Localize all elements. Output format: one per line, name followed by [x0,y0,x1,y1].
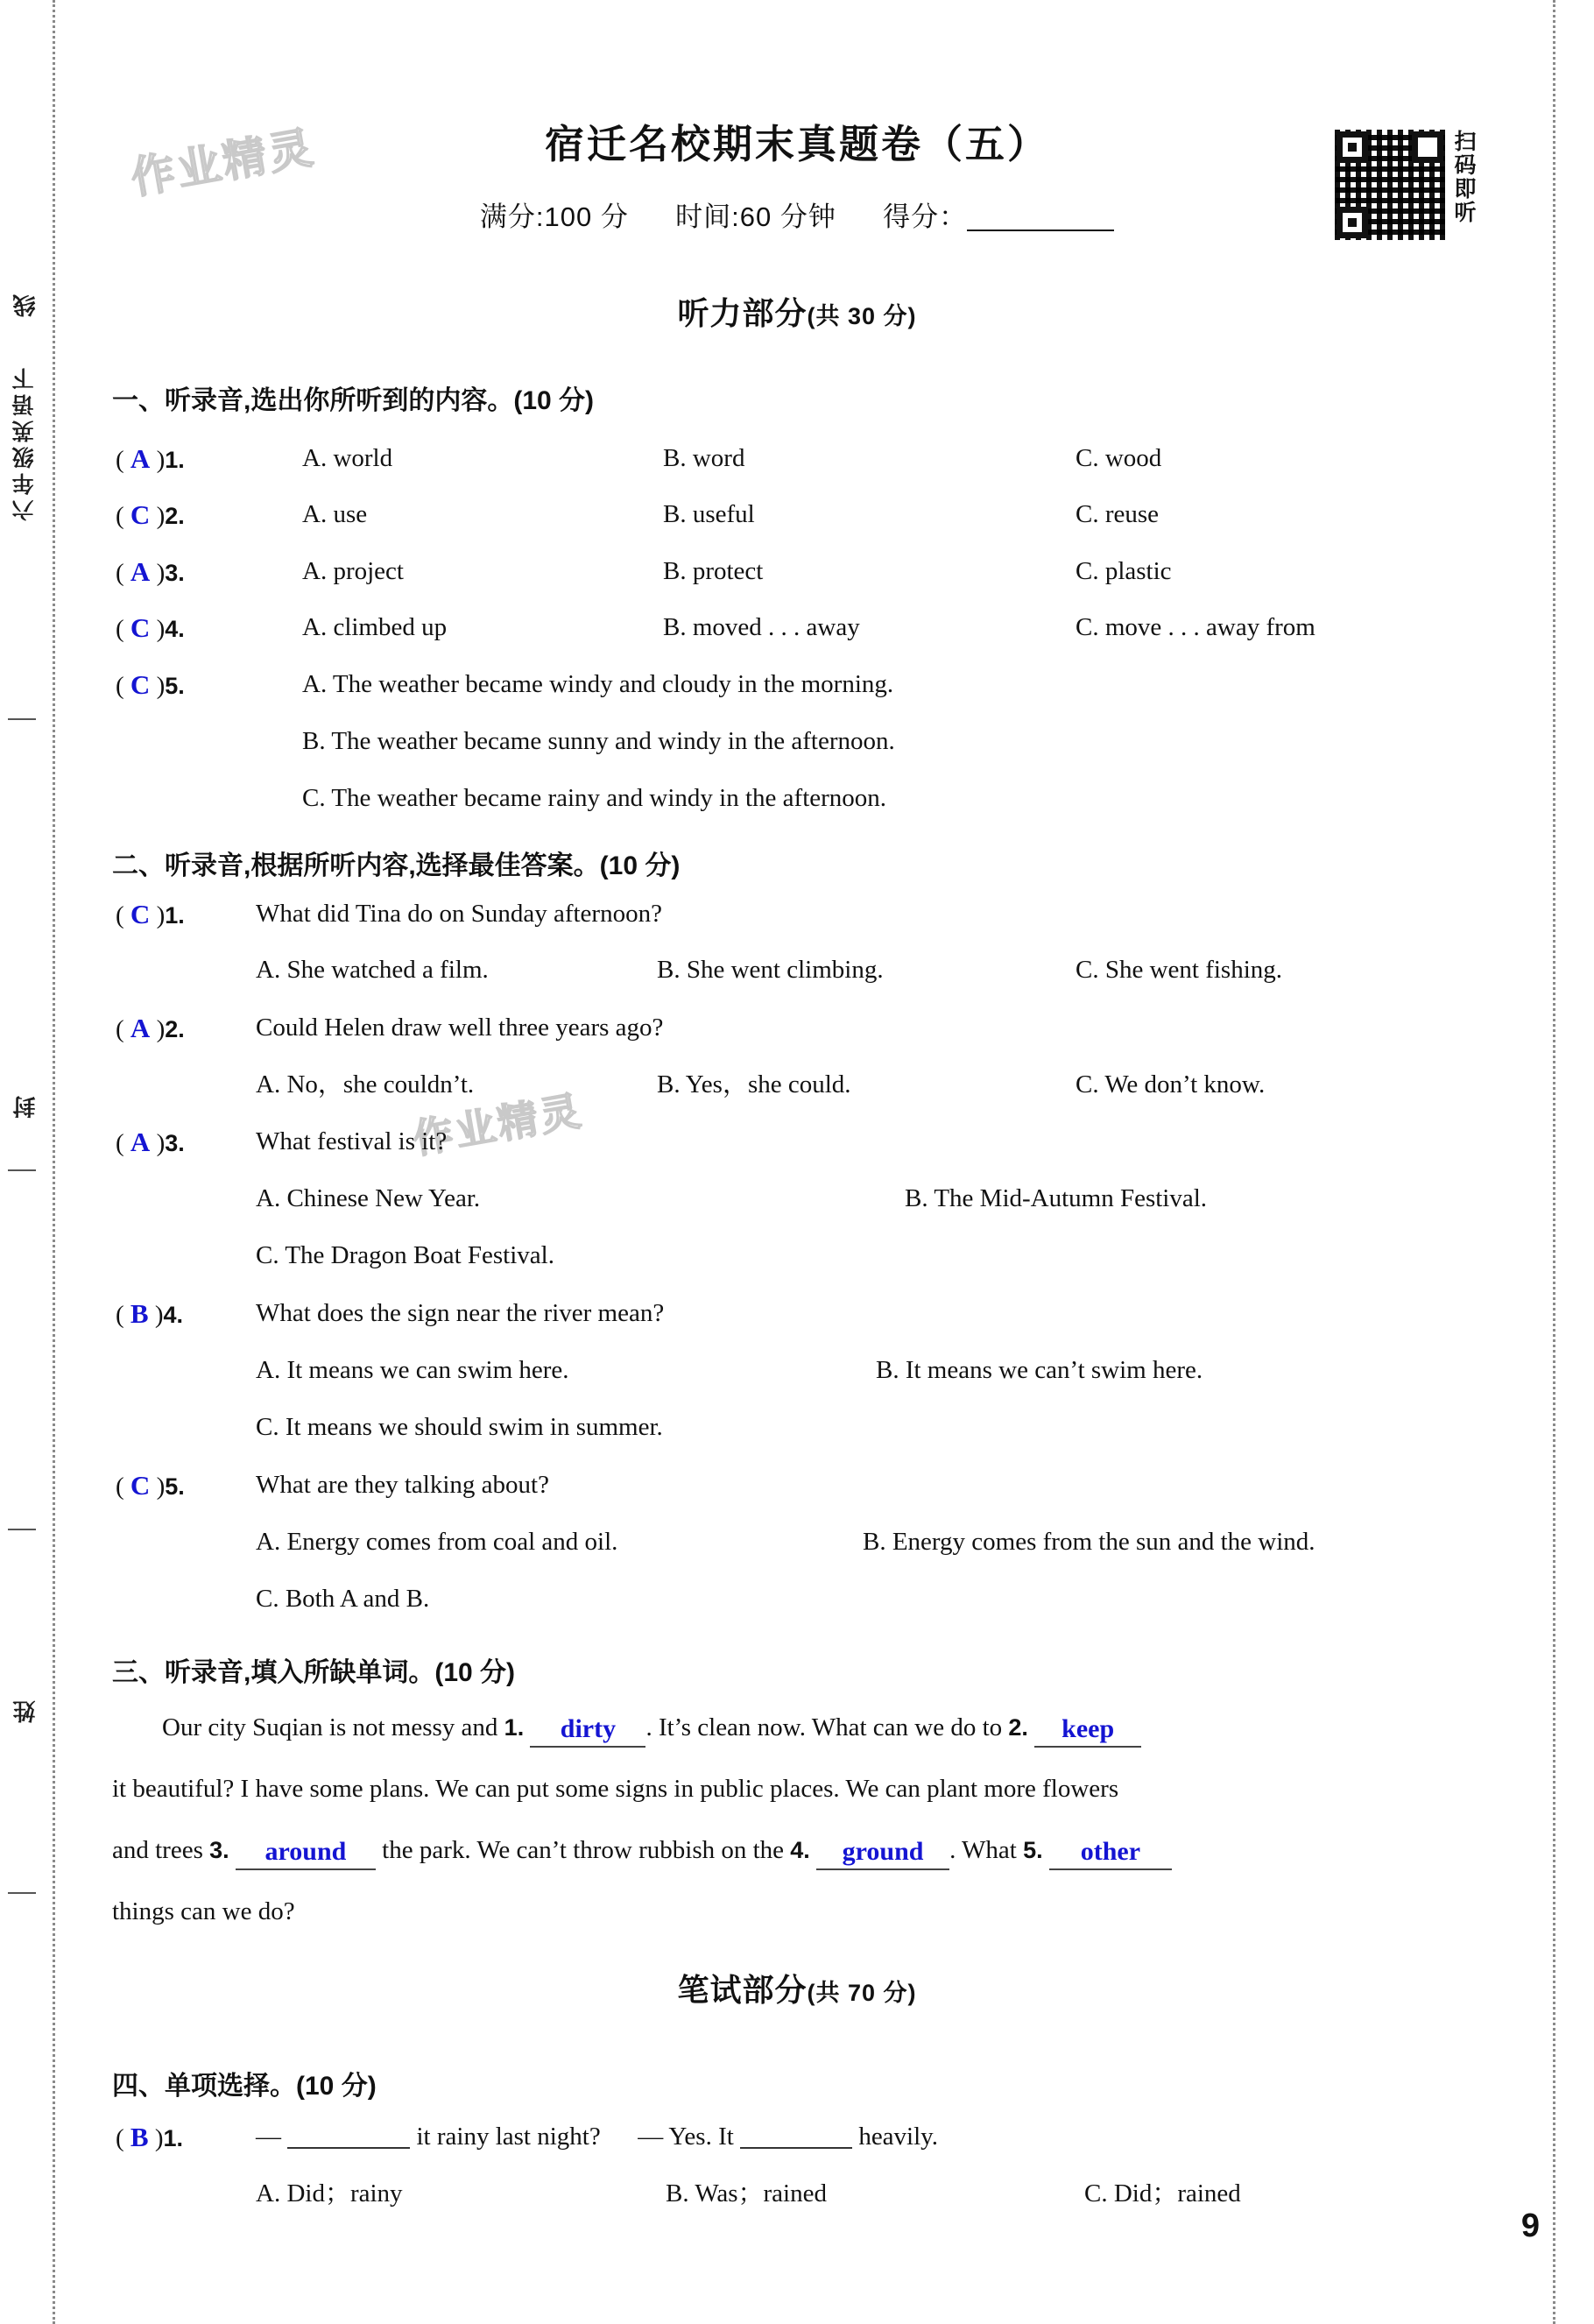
s4-q1-question [256,2124,938,2150]
q5-option-a[interactable]: A. The weather became windy and cloudy in the morning. [302,670,894,698]
q3-answer: A [130,556,151,587]
s4-q1-answer-bracket[interactable]: ( B )1. [116,2122,184,2152]
s2-q2-option-b[interactable]: B. Yes，she could. [657,1070,851,1098]
s2-q5-answer: C [130,1470,151,1501]
s2-q5-option-a[interactable]: A. Energy comes from coal and oil. [256,1528,618,1556]
s2-q3-option-a[interactable]: A. Chinese New Year. [256,1184,481,1212]
margin-label-seal: 封 [12,1091,39,1119]
s4-q1-number: 1. [163,2125,184,2151]
margin-label-line: 线 [12,289,39,317]
s3-blank-4[interactable]: ground [816,1840,949,1870]
s3-line3-mid: the park. We can’t throw rubbish on the [382,1836,785,1864]
s3-blank3-number: 3. [209,1837,229,1863]
s2-q2-option-c[interactable]: C. We don’t know. [1076,1070,1266,1098]
s2-q5-question: What are they talking about? [256,1471,549,1499]
s2-q5-answer-bracket[interactable]: ( C )5. [116,1470,185,1501]
page-title: 宿迁名校期末真题卷（五） [544,122,1049,166]
margin-label-grade: 六年级英语下 [12,364,37,521]
section-3-line-4: things can we do? [112,1897,295,1925]
q3-number: 3. [165,560,185,586]
s2-q2-number: 2. [165,1016,185,1042]
s4-q1-end: heavily. [858,2123,939,2151]
s2-q4-option-b[interactable]: B. It means we can’t swim here. [876,1356,1203,1384]
qr-eye-dot [1348,143,1357,152]
writing-banner-points: (共 70 分) [807,1980,917,2006]
s3-blank-1[interactable]: dirty [530,1717,645,1748]
q5-answer: C [130,669,151,700]
watermark: 作业精灵 [409,1087,587,1162]
s3-line3-mid2: . What [949,1836,1017,1864]
s2-q3-question: What festival is it? [256,1127,448,1155]
writing-section-banner [0,1966,1594,2010]
s3-blank-5[interactable]: other [1049,1840,1172,1870]
score-blank[interactable] [967,230,1114,231]
s3-blank5-number: 5. [1023,1837,1043,1863]
section-3-line-1 [162,1713,1141,1748]
q1-answer-bracket[interactable]: ( A )1. [116,443,185,474]
s2-q2-question: Could Helen draw well three years ago? [256,1014,664,1042]
s4-q1-option-a[interactable]: A. Did；rainy [256,2179,403,2207]
section-1-heading: 一、听录音,选出你所听到的内容。(10 分) [112,386,595,415]
listening-section-banner [0,289,1594,334]
s3-line3-pre: and trees [112,1836,203,1864]
s2-q4-question: What does the sign near the river mean? [256,1299,665,1327]
section-4-heading: 四、单项选择。(10 分) [112,2072,377,2101]
q2-answer: C [130,499,151,530]
s4-q1-mid: it rainy last night? [416,2123,601,2151]
s3-blank1-number: 1. [504,1714,525,1741]
s2-q2-answer-bracket[interactable]: ( A )2. [116,1013,185,1043]
q4-option-a[interactable]: A. climbed up [302,613,448,641]
section-3-heading: 三、听录音,填入所缺单词。(10 分) [112,1658,516,1687]
s2-q3-answer-bracket[interactable]: ( A )3. [116,1127,185,1157]
q4-answer: C [130,612,151,643]
s2-q4-option-c[interactable]: C. It means we should swim in summer. [256,1413,663,1441]
margin-label-name: 姓 [12,1695,39,1723]
s4-q1-option-b[interactable]: B. Was；rained [666,2179,827,2207]
s2-q3-answer: A [130,1127,151,1157]
q4-option-c[interactable]: C. move . . . away from [1076,613,1315,641]
q2-number: 2. [165,503,185,529]
s2-q5-number: 5. [165,1473,185,1500]
q1-option-c[interactable]: C. wood [1076,444,1162,472]
s4-q1-answer: B [130,2122,149,2152]
page-number: 9 [1520,2207,1540,2244]
margin-tick [8,1892,36,1894]
s4-q1-blank-1[interactable] [287,2147,410,2149]
q3-option-a[interactable]: A. project [302,557,404,585]
s2-q2-answer: A [130,1013,151,1043]
q1-option-a[interactable]: A. world [302,444,393,472]
s4-q1-option-c[interactable]: C. Did；rained [1084,2179,1241,2207]
listening-banner-title: 听力部分 [677,295,808,331]
s2-q1-answer: C [130,899,151,929]
q2-option-c[interactable]: C. reuse [1076,500,1160,528]
s2-q3-number: 3. [165,1130,185,1156]
s3-blank2-number: 2. [1008,1714,1028,1741]
q2-option-a[interactable]: A. use [302,500,368,528]
s3-line1-mid: . It’s clean now. What can we do to [645,1713,1003,1741]
q2-answer-bracket[interactable]: ( C )2. [116,499,185,530]
q5-answer-bracket[interactable]: ( C )5. [116,669,185,700]
s2-q5-option-b[interactable]: B. Energy comes from the sun and the wind. [863,1528,1315,1556]
score-label: 得分： [883,201,968,232]
s3-line1-pre: Our city Suqian is not messy and [162,1713,498,1741]
s2-q1-question: What did Tina do on Sunday afternoon? [256,900,662,928]
q1-number: 1. [165,447,185,473]
s2-q4-option-a[interactable]: A. It means we can swim here. [256,1356,569,1384]
section-2-heading: 二、听录音,根据所听内容,选择最佳答案。(10 分) [112,851,681,880]
q5-option-b[interactable]: B. The weather became sunny and windy in the afternoon. [302,727,895,755]
s2-q1-option-a[interactable]: A. She watched a film. [256,956,489,984]
s3-blank-2[interactable]: keep [1034,1717,1141,1748]
s4-q1-mid2: — Yes. It [638,2123,734,2151]
s2-q3-option-b[interactable]: B. The Mid-Autumn Festival. [905,1184,1208,1212]
q1-answer: A [130,443,151,474]
q4-number: 4. [165,616,185,642]
s3-blank4-number: 4. [790,1837,810,1863]
q3-answer-bracket[interactable]: ( A )3. [116,556,185,587]
s2-q1-option-c[interactable]: C. She went fishing. [1076,956,1283,984]
time-limit-label: 时间:60 分钟 [675,201,836,232]
q1-option-b[interactable]: B. word [663,444,745,472]
qr-code-icon[interactable] [1335,130,1445,240]
qr-audio-block[interactable] [1335,130,1476,240]
q5-option-c[interactable]: C. The weather became rainy and windy in the afternoon. [302,784,887,812]
qr-eye-dot [1423,143,1432,152]
s2-q2-option-a[interactable]: A. No，she couldn’t. [256,1070,475,1098]
section-3-line-3 [112,1836,1172,1870]
s2-q5-option-c[interactable]: C. Both A and B. [256,1585,430,1613]
listening-banner-points: (共 30 分) [807,303,917,329]
full-score-label: 满分:100 分 [479,201,629,232]
margin-tick [8,1529,36,1530]
s2-q4-number: 4. [163,1302,184,1328]
watermark: 作业精灵 [127,122,319,203]
section-3-line-2: it beautiful? I have some plans. We can put some signs in public places. We can plant more flowers [112,1775,1119,1803]
q3-option-b[interactable]: B. protect [663,557,764,585]
margin-tick [8,718,36,720]
s4-q1-blank-2[interactable] [740,2147,852,2149]
qr-label: 扫码即听 [1451,130,1476,224]
q5-number: 5. [165,673,185,699]
margin-tick [8,1169,36,1171]
s4-q1-dash: — [256,2123,281,2151]
s2-q4-answer-bracket[interactable]: ( B )4. [116,1298,184,1329]
s2-q3-option-c[interactable]: C. The Dragon Boat Festival. [256,1241,554,1269]
s3-blank-3[interactable]: around [236,1840,376,1870]
s2-q1-answer-bracket[interactable]: ( C )1. [116,899,185,929]
q2-option-b[interactable]: B. useful [663,500,755,528]
writing-banner-title: 笔试部分 [677,1972,808,2008]
q4-option-b[interactable]: B. moved . . . away [663,613,860,641]
s2-q1-option-b[interactable]: B. She went climbing. [657,956,884,984]
q3-option-c[interactable]: C. plastic [1076,557,1172,585]
q4-answer-bracket[interactable]: ( C )4. [116,612,185,643]
s2-q4-answer: B [130,1298,149,1329]
s2-q1-number: 1. [165,902,185,929]
qr-eye-dot [1348,218,1357,227]
